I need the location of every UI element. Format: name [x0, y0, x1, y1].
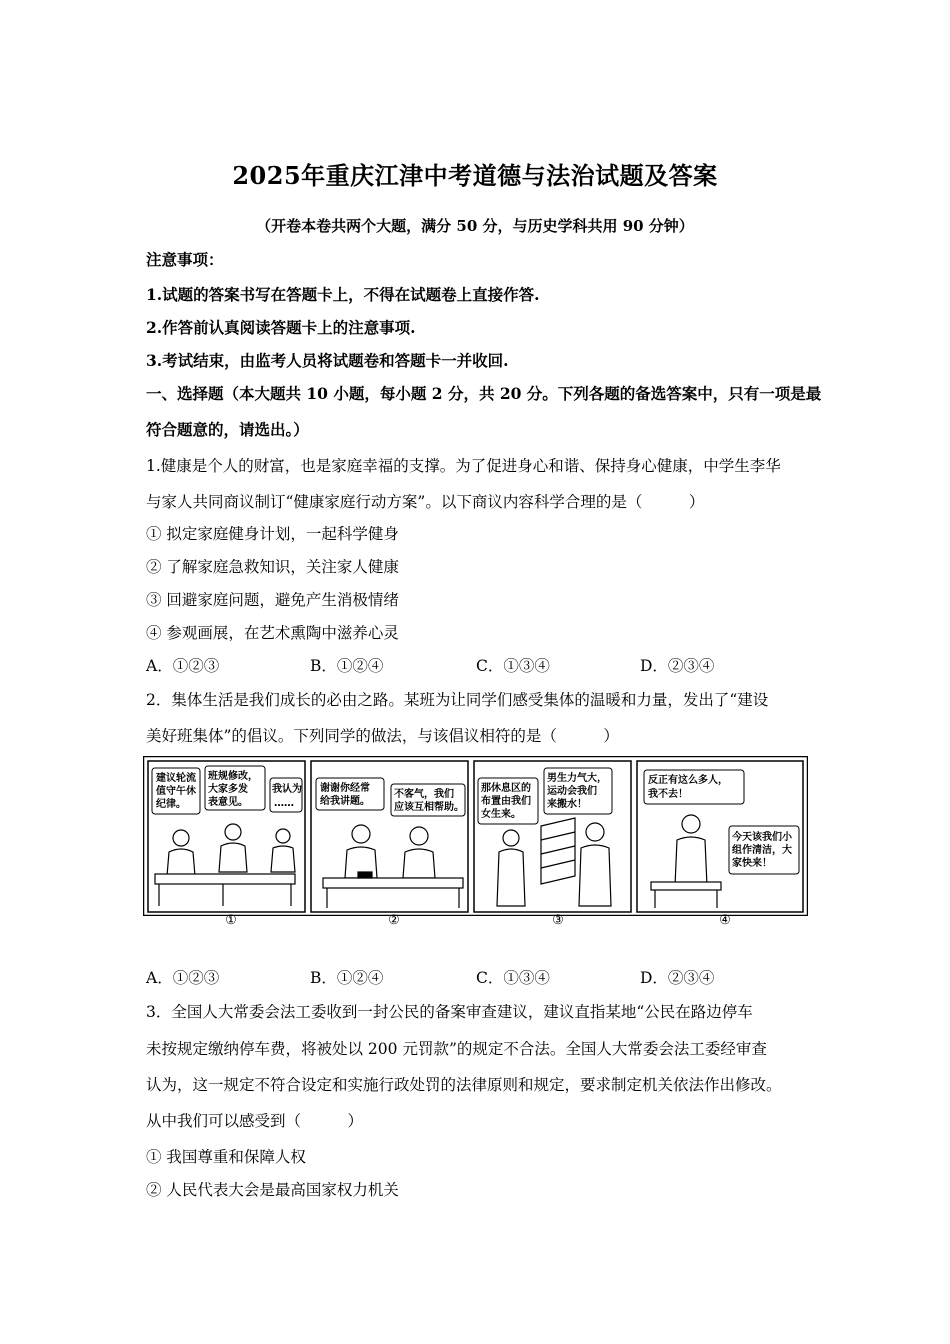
question-1-item: ④ 参观画展，在艺术熏陶中滋养心灵: [146, 624, 399, 642]
comic-strip: [143, 756, 808, 916]
question-1-item: ③ 回避家庭问题，避免产生消极情绪: [146, 591, 399, 609]
speech-bubble: [270, 778, 302, 812]
question-1-stem-cont: 与家人共同商议制订“健康家庭行动方案”。以下商议内容科学合理的是（ ）: [146, 493, 705, 511]
question-3-stem: 3．全国人大常委会法工委收到一封公民的备案审查建议，建议直指某地“公民在路边停车: [146, 1003, 753, 1021]
svg-text:建议轮流: 建议轮流: [156, 773, 196, 784]
svg-text:女生来。: 女生来。: [481, 809, 521, 820]
svg-text:我不去！: 我不去！: [648, 789, 688, 800]
svg-text:我认为: 我认为: [272, 784, 302, 795]
note-item: 1.试题的答案书写在答题卡上，不得在试题卷上直接作答.: [146, 285, 540, 304]
question-3-item: ② 人民代表大会是最高国家权力机关: [146, 1181, 399, 1199]
option-d[interactable]: D．②③④: [640, 657, 715, 675]
svg-text:来搬水！: 来搬水！: [547, 799, 587, 810]
svg-text:大家多发: 大家多发: [208, 784, 248, 795]
svg-text:……: ……: [274, 798, 294, 809]
option-b[interactable]: B．①②④: [310, 657, 384, 675]
question-3-stem-cont: 从中我们可以感受到（ ）: [146, 1112, 364, 1130]
speech-bubble: [478, 778, 538, 824]
section-heading-cont: 符合题意的，请选出。）: [146, 420, 309, 439]
speech-bubble: [729, 826, 799, 874]
notes-heading: 注意事项：: [146, 250, 224, 269]
svg-text:值守午休: 值守午休: [156, 786, 196, 797]
question-3-stem-cont: 未按规定缴纳停车费，将被处以 200 元罚款”的规定不合法。全国人大常委会法工委经审查: [146, 1040, 767, 1058]
option-c[interactable]: C．①③④: [476, 969, 550, 987]
option-c[interactable]: C．①③④: [476, 657, 550, 675]
question-1-item: ② 了解家庭急救知识，关注家人健康: [146, 558, 399, 576]
speech-bubble: [644, 770, 744, 804]
svg-text:谢谢你经常: 谢谢你经常: [320, 783, 370, 794]
svg-text:运动会我们: 运动会我们: [547, 786, 597, 797]
svg-text:男生力气大，: 男生力气大，: [547, 773, 607, 784]
panel-label: ②: [388, 913, 400, 928]
note-item: 3.考试结束，由监考人员将试题卷和答题卡一并收回.: [146, 351, 509, 370]
question-2-options: [146, 966, 826, 988]
svg-text:表意见。: 表意见。: [208, 797, 248, 808]
speech-bubble: [544, 768, 612, 814]
speech-bubble: [152, 768, 200, 814]
option-a[interactable]: A．①②③: [146, 657, 220, 675]
question-1-stem: 1.健康是个人的财富，也是家庭幸福的支撑。为了促进身心和谐、保持身心健康，中学生李华: [146, 457, 781, 475]
comic-panel-labels: [143, 913, 808, 933]
question-3-stem-cont: 认为，这一规定不符合设定和实施行政处罚的法律原则和规定，要求制定机关依法作出修改。: [146, 1076, 782, 1094]
svg-text:反正有这么多人，: 反正有这么多人，: [648, 775, 728, 786]
question-1-item: ① 拟定家庭健身计划，一起科学健身: [146, 525, 399, 543]
option-a[interactable]: A．①②③: [146, 969, 220, 987]
question-3-item: ① 我国尊重和保障人权: [146, 1148, 306, 1166]
speech-bubble: [391, 784, 465, 816]
question-1-options: [146, 654, 826, 676]
page-title: 2025年重庆江津中考道德与法治试题及答案: [232, 161, 718, 190]
speech-bubble: [205, 766, 265, 810]
svg-text:布置由我们: 布置由我们: [481, 796, 531, 807]
speech-bubble: [316, 778, 384, 810]
option-d[interactable]: D．②③④: [640, 969, 715, 987]
section-heading: 一、选择题（本大题共 10 小题，每小题 2 分，共 20 分。下列各题的备选答案中，只有一项是最: [146, 384, 822, 403]
svg-text:组作清洁，大: 组作清洁，大: [732, 845, 792, 856]
panel-label: ①: [225, 913, 237, 928]
svg-text:班规修改，: 班规修改，: [208, 771, 258, 782]
panel-label: ④: [719, 913, 731, 928]
svg-text:不客气，我们: 不客气，我们: [394, 789, 454, 800]
question-2-stem: 2．集体生活是我们成长的必由之路。某班为让同学们感受集体的温暖和力量，发出了“建设: [146, 691, 769, 709]
option-b[interactable]: B．①②④: [310, 969, 384, 987]
question-2-stem-cont: 美好班集体”的倡议。下列同学的做法，与该倡议相符的是（ ）: [146, 727, 619, 745]
svg-text:给我讲题。: 给我讲题。: [320, 796, 370, 807]
svg-text:那休息区的: 那休息区的: [481, 783, 531, 794]
page-subtitle: （开卷本卷共两个大题，满分 50 分，与历史学科共用 90 分钟）: [256, 217, 694, 235]
svg-text:应该互相帮助。: 应该互相帮助。: [394, 802, 464, 813]
note-item: 2.作答前认真阅读答题卡上的注意事项.: [146, 318, 416, 337]
svg-text:纪律。: 纪律。: [156, 799, 186, 810]
svg-text:今天该我们小: 今天该我们小: [732, 832, 792, 843]
panel-label: ③: [552, 913, 564, 928]
svg-text:家快来！: 家快来！: [732, 858, 772, 869]
